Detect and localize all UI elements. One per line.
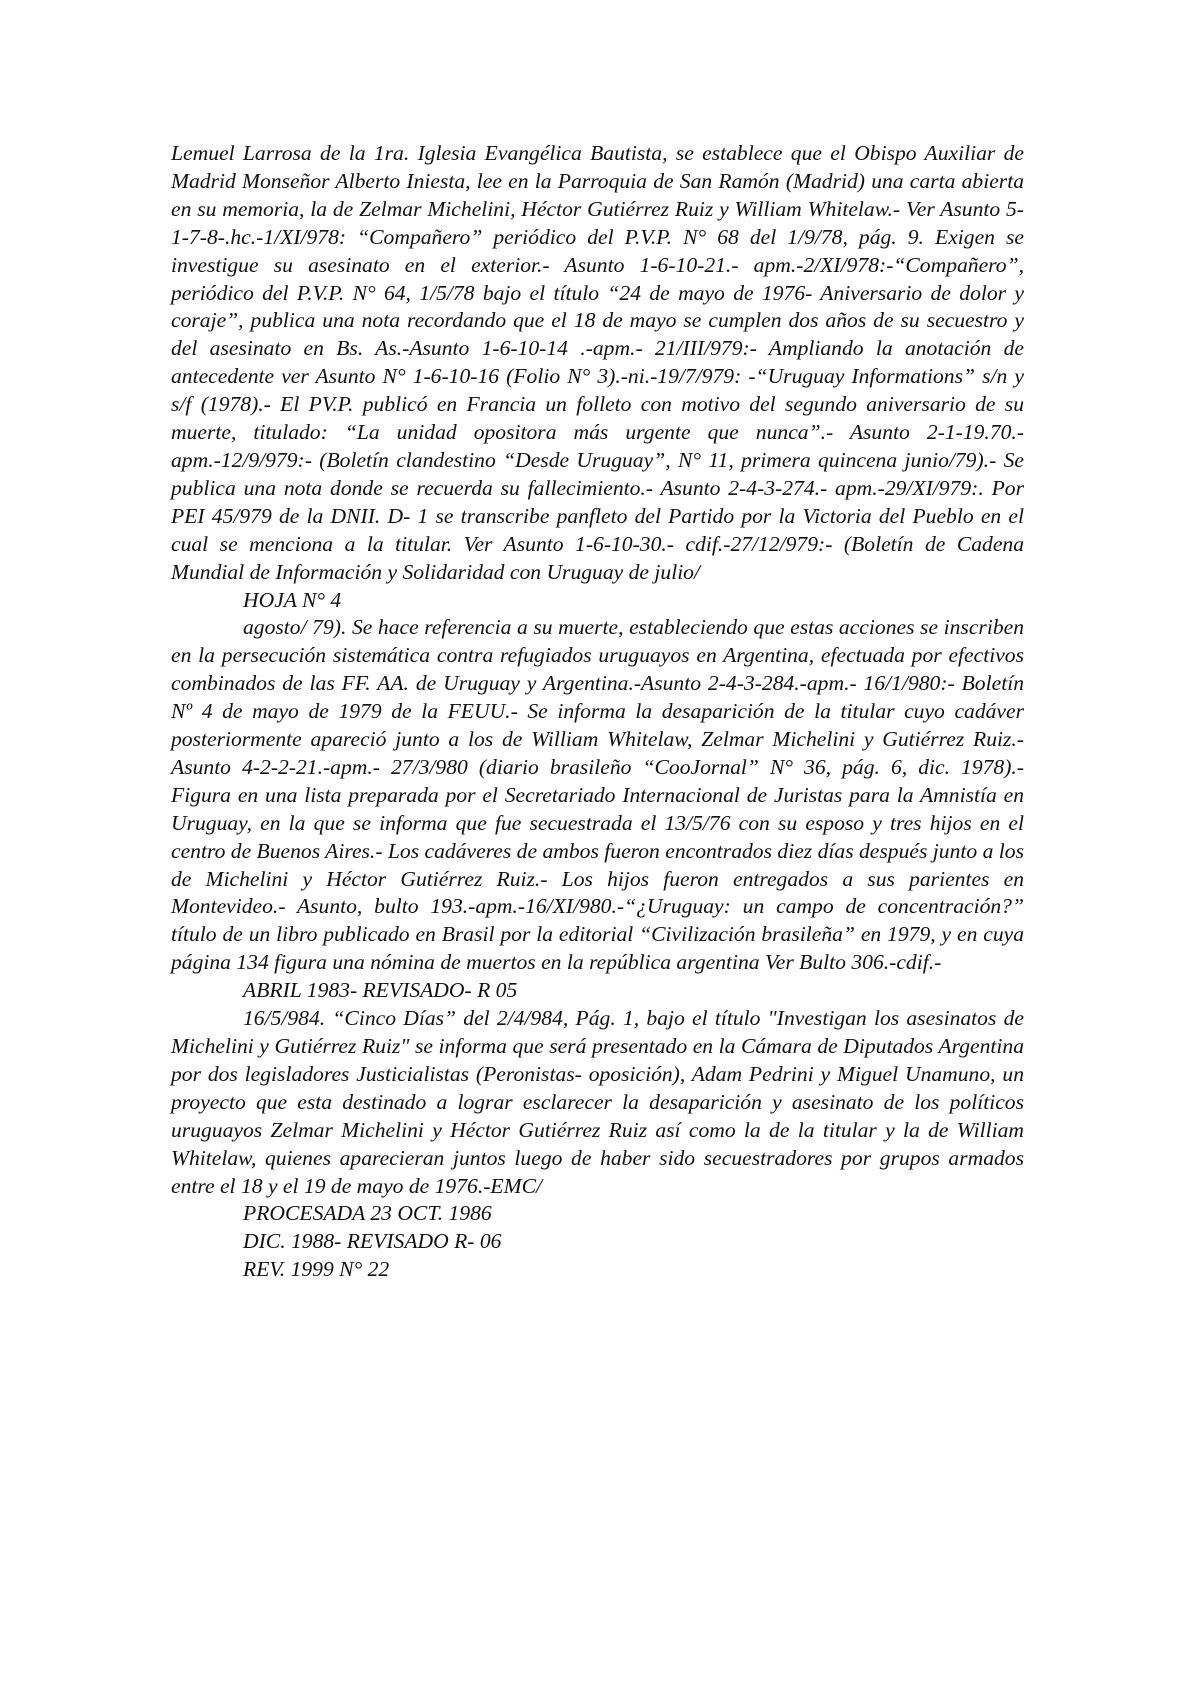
paragraph-3: 16/5/984. “Cinco Días” del 2/4/984, Pág. 1, bajo el título "Investigan los asesinatos de Michelini y Gutiérrez Ruiz" se informa que será presentado en la Cámara de Diputados Argentina por dos legisladores Justicialistas (Peronistas- oposición), Adam Pedrini y Miguel Unamuno, un proyecto que esta destinado a lograr esclarecer la desaparición y asesinato de los políticos uruguayos Zelmar Michelini y Héctor Gutiérrez Ruiz así como la de la titular y la de William Whitelaw, quienes aparecieran juntos luego de haber sido secuestradores por grupos armados entre el 18 y el 19 de mayo de 1976.-EMC/ xyxy=(171,1006,1024,1198)
revision-note: ABRIL 1983- REVISADO- R 05 xyxy=(243,978,518,1003)
processed-note: PROCESADA 23 OCT. 1986 xyxy=(243,1201,492,1226)
paragraph-2: agosto/ 79). Se hace referencia a su muerte, estableciendo que estas acciones se inscriben en la persecución sistemática contra refugiados uruguayos en Argentina, efectuada por efectivos combinados de las FF. AA. de Uruguay y Argentina.-Asunto 2-4-3-284.-apm.- 16/1/980:- Boletín Nº 4 de mayo de 1979 de la FEUU.- Se informa la desaparición de la titular cuyo cadáver posteriormente apareció junto a los de William Whitelaw, Zelmar Michelini y Gutiérrez Ruiz.- Asunto 4-2-2-21.-apm.- 27/3/980 (diario brasileño “CooJornal” N° 36, pág. 6, dic. 1978).- Figura en una lista preparada por el Secretariado Internacional de Juristas para la Amnistía en Uruguay, en la que se informa que fue secuestrada el 13/5/76 con su esposo y tres hijos en el centro de Buenos Aires.- Los cadáveres de ambos fueron encontrados diez días después junto a los de Michelini y Héctor Gutiérrez Ruiz.- Los hijos fueron entregados a sus parientes en Montevideo.- Asunto, bulto 193.-apm.-16/XI/980.-“¿Uruguay: un campo de concentración?” título de un libro publicado en Brasil por la editorial “Civilización brasileña” en 1979, y en cuya página 134 figura una nómina de muertos en la república argentina Ver Bulto 306.-cdif.- xyxy=(171,615,1024,975)
revision-note-1988: DIC. 1988- REVISADO R- 06 xyxy=(243,1229,502,1254)
revision-note-1999: REV. 1999 N° 22 xyxy=(243,1257,390,1282)
paragraph-1: Lemuel Larrosa de la 1ra. Iglesia Evangélica Bautista, se establece que el Obispo Auxiliar de Madrid Monseñor Alberto Iniesta, lee en la Parroquia de San Ramón (Madrid) una carta abierta en su memoria, la de Zelmar Michelini, Héctor Gutiérrez Ruiz y William Whitelaw.- Ver Asunto 5-1-7-8-.hc.-1/XI/978: “Compañero” periódico del P.V.P. N° 68 del 1/9/78, pág. 9. Exigen se investigue su asesinato en el exterior.- Asunto 1-6-10-21.- apm.-2/XI/978:-“Compañero”, periódico del P.V.P. N° 64, 1/5/78 bajo el título “24 de mayo de 1976- Aniversario de dolor y coraje”, publica una nota recordando que el 18 de mayo se cumplen dos años de su secuestro y del asesinato en Bs. As.-Asunto 1-6-10-14 .-apm.- 21/III/979:- Ampliando la anotación de antecedente ver Asunto N° 1-6-10-16 (Folio N° 3).-ni.-19/7/979: -“Uruguay Informations” s/n y s/f (1978).- El PV.P. publicó en Francia un folleto con motivo del segundo aniversario de su muerte, titulado: “La unidad opositora más urgente que nunca”.- Asunto 2-1-19.70.- apm.-12/9/979:- (Boletín clandestino “Desde Uruguay”, N° 11, primera quincena junio/79).- Se publica una nota donde se recuerda su fallecimiento.- Asunto 2-4-3-274.- apm.-29/XI/979:. Por PEI 45/979 de la DNII. D- 1 se transcribe panfleto del Partido por la Victoria del Pueblo en el cual se menciona a la titular. Ver Asunto 1-6-10-30.- cdif.-27/12/979:- (Boletín de Cadena Mundial de Información y Solidaridad con Uruguay de julio/ xyxy=(171,141,1024,584)
hoja-label: HOJA N° 4 xyxy=(243,587,342,612)
document-page xyxy=(171,140,1024,1284)
